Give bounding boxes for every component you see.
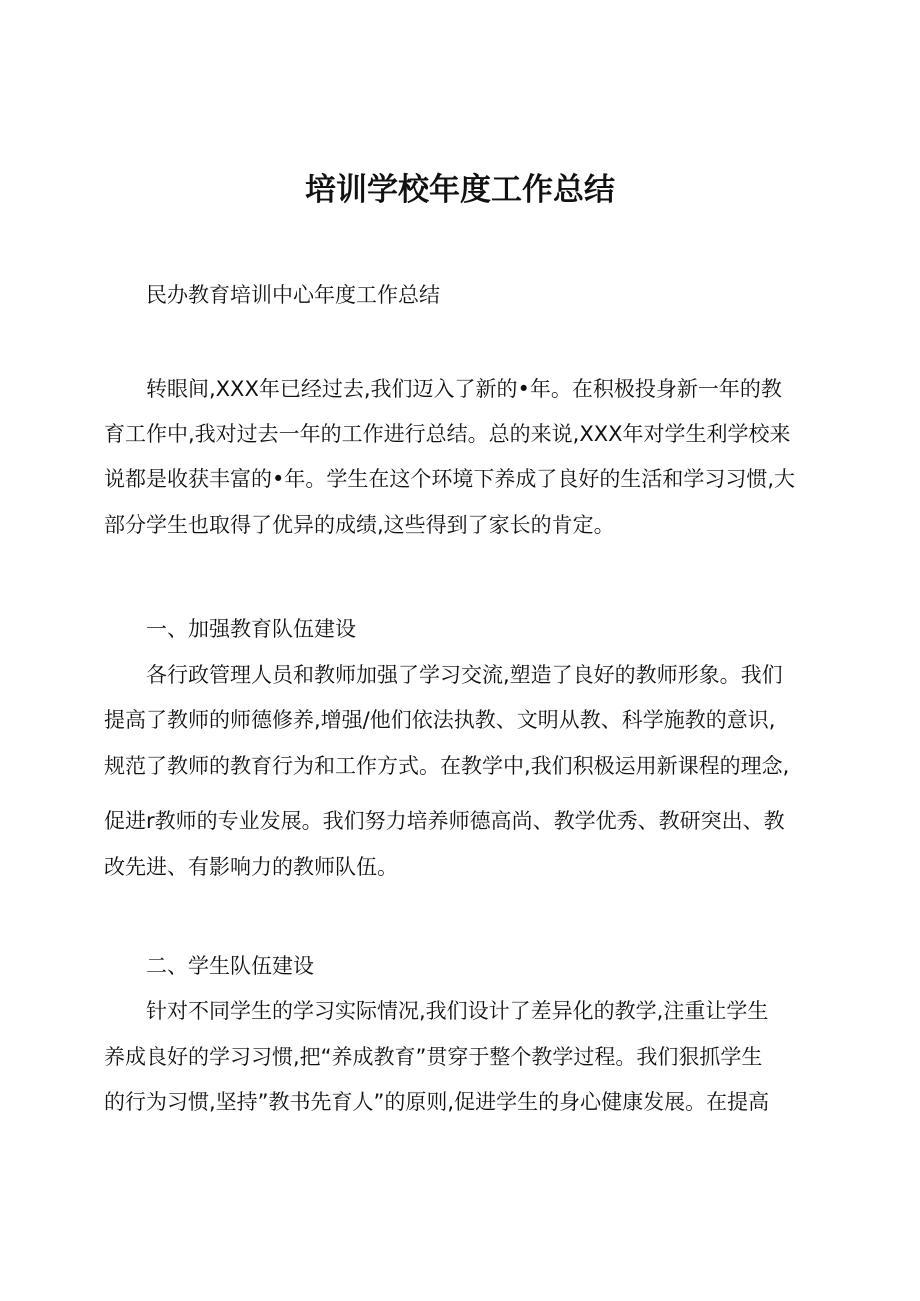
document-title: 培训学校年度工作总结 <box>305 172 615 208</box>
section1-line: 促进r教师的专业发展。我们努力培养师德高尚、教学优秀、教研突出、教 <box>104 809 785 833</box>
section1-line: 改先进、有影响力的教师队伍。 <box>104 855 398 879</box>
intro-line: 部分学生也取得了优异的成绩,这些得到了家长的肯定。 <box>104 513 615 537</box>
intro-line: 说都是收获丰富的•年。学生在这个环境下养成了良好的生活和学习习惯,大 <box>104 467 796 491</box>
section2-line: 针对不同学生的学习实际情况,我们设计了差异化的教学,注重让学生 <box>146 999 769 1023</box>
intro-line: 育工作中,我对过去一年的工作进行总结。总的来说,XXX年对学生利学校来 <box>104 422 791 446</box>
section2-line: 养成良好的学习习惯,把“养成教育”贯穿于整个教学过程。我们狠抓学生 <box>104 1045 763 1069</box>
section1-line: 提高了教师的师德修养,增强/他们依法执教、文明从教、科学施教的意识, <box>104 708 776 732</box>
intro-line: 转眼间,XXX年已经过去,我们迈入了新的•年。在积极投身新一年的教 <box>146 377 782 401</box>
section1-line: 规范了教师的教育行为和工作方式。在教学中,我们积极运用新课程的理念, <box>104 754 790 778</box>
section-heading: 一、加强教育队伍建设 <box>146 617 356 641</box>
section1-line: 各行政管理人员和教师加强了学习交流,塑造了良好的教师形象。我们 <box>146 663 783 687</box>
document-subtitle: 民办教育培训中心年度工作总结 <box>146 283 440 307</box>
section2-line: 的行为习惯,坚持”教书先育人”的原则,促进学生的身心健康发展。在提高 <box>104 1090 770 1114</box>
section-heading: 二、学生队伍建设 <box>146 954 314 978</box>
